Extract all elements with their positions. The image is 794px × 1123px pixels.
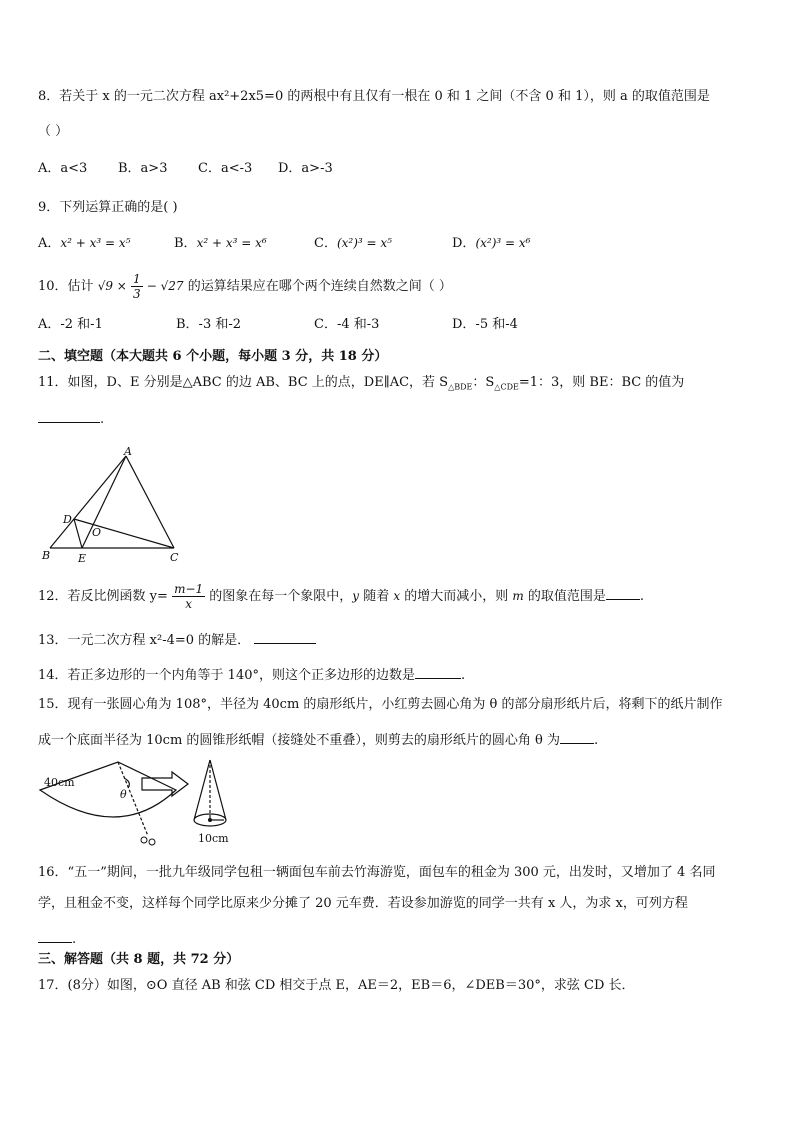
q14-line <box>38 664 465 685</box>
q10-prefix: 10．估计 <box>38 279 94 294</box>
q13-line <box>38 629 316 650</box>
q13-text: 13．一元二次方程 x²-4=0 的解是． <box>38 633 251 648</box>
q9-option-b <box>174 234 267 253</box>
q16-line3 <box>38 928 76 949</box>
q15-line2 <box>38 729 598 750</box>
q11-answer-blank <box>38 408 100 423</box>
q11-line1 <box>38 374 684 397</box>
q10-stem <box>38 272 452 301</box>
q14-end: . <box>461 668 466 683</box>
q15-sector-cone-figure <box>38 756 238 850</box>
q11-line2 <box>38 408 104 429</box>
q12-var-x: x <box>393 589 401 603</box>
q12-var-m: m <box>512 589 524 603</box>
q15-label-theta: θ <box>120 788 127 801</box>
q10-fraction <box>131 272 143 301</box>
q15-line1: 15．现有一张圆心角为 108°，半径为 40cm 的扇形纸片，小红剪去圆心角为 θ 的部分扇形纸片后，将剩下的纸片制作 <box>38 697 723 712</box>
q12-suffix-c: 的增大而减小，则 <box>400 589 513 604</box>
q13-answer-blank <box>254 629 316 644</box>
scissors-ring-1 <box>141 837 147 843</box>
q16-line1: 16．“五一”期间，一批九年级同学包租一辆面包车前去竹海游览，面包车的租金为 300 元，出发时，又增加了 4 名同 <box>38 865 716 880</box>
q8-option-b: B．a>3 <box>118 161 168 176</box>
q11-label-c: C <box>170 551 179 564</box>
q8-line1: 8．若关于 x 的一元二次方程 ax²+2x5=0 的两根中有且仅有一根在 0 和 1 之间（不含 0 和 1），则 a 的取值范围是 <box>38 89 710 104</box>
q12-suffix-b: 随着 <box>359 589 394 604</box>
q11-label-e: E <box>78 552 87 565</box>
q9-stem: 9．下列运算正确的是( ) <box>38 200 178 215</box>
q16-line2: 学，且租金不变，这样每个同学比原来少分摊了 20 元车费．若设参加游览的同学一共有 x 人，为求 x，可列方程 <box>38 896 688 911</box>
q12-var-y: y <box>352 589 360 603</box>
q12-frac-den: x <box>185 597 192 611</box>
q15-label-radius: 40cm <box>44 776 75 789</box>
q10-expr-a: √9 × <box>97 279 127 293</box>
q14-answer-blank <box>415 664 461 679</box>
q11-side-ac <box>126 456 174 548</box>
q9-option-a-label: A． <box>38 236 61 251</box>
q9-option-c-label: C． <box>314 236 337 251</box>
q11-text-a: 11．如图，D、E 分别是△ABC 的边 AB、BC 上的点，DE∥AC，若 S <box>38 375 449 390</box>
q12-suffix-a: 的图象在每一个象限中， <box>209 589 353 604</box>
q11-sub1: △BDE <box>448 382 473 392</box>
q11-label-a: A <box>124 446 132 458</box>
q12-answer-blank <box>606 585 640 600</box>
q16-end: . <box>72 932 77 947</box>
q10-frac-num: 1 <box>132 272 141 286</box>
q9-option-a <box>38 234 131 253</box>
q8-option-a: A．a<3 <box>38 161 88 176</box>
q10-option-d: D．-5 和-4 <box>452 317 518 332</box>
q11-end: . <box>100 412 105 427</box>
section2-heading: 二、填空题（本大题共 6 个小题，每小题 3 分，共 18 分） <box>38 349 388 364</box>
q10-expr-b: − √27 <box>146 279 184 293</box>
q11-sub2: △CDE <box>494 382 519 392</box>
q10-option-a: A．-2 和-1 <box>38 317 103 332</box>
q11-label-b: B <box>42 549 51 562</box>
q9-option-b-expr: x² + x³ = x⁶ <box>196 236 267 250</box>
q15-label-base: 10cm <box>198 832 229 845</box>
scissors-icon <box>141 837 155 845</box>
q11-label-d: D <box>63 513 72 526</box>
q15-answer-blank <box>560 729 594 744</box>
q9-option-d <box>452 234 530 253</box>
q14-text: 14．若正多边形的一个内角等于 140°，则这个正多边形的边数是 <box>38 668 415 683</box>
q10-frac-den: 3 <box>132 287 141 301</box>
q8-option-c: C．a<-3 <box>198 161 253 176</box>
q9-option-a-expr: x² + x³ = x⁵ <box>60 236 131 250</box>
q15-cone-center <box>208 818 212 822</box>
q11-text-b: =1：3，则 BE：BC 的值为 <box>518 375 685 390</box>
q12-frac-num: m−1 <box>174 582 204 596</box>
q12-suffix-d: 的取值范围是 <box>523 589 606 604</box>
q9-option-b-label: B． <box>174 236 197 251</box>
q8-option-d: D．a>-3 <box>278 161 333 176</box>
q17-line: 17．(8分）如图，⊙O 直径 AB 和弦 CD 相交于点 E，AE＝2，EB＝6，∠DEB＝30°，求弦 CD 长． <box>38 978 635 993</box>
section3-heading: 三、解答题（共 8 题，共 72 分） <box>38 952 240 967</box>
scissors-ring-2 <box>149 839 155 845</box>
q9-option-c <box>314 234 392 253</box>
q15-end: . <box>594 733 599 748</box>
q10-option-b: B．-3 和-2 <box>176 317 242 332</box>
q10-suffix: 的运算结果应在哪个两个连续自然数之间（ ） <box>187 279 452 294</box>
q11-segment-de <box>74 519 82 548</box>
q11-label-o: O <box>92 526 102 539</box>
q10-option-c: C．-4 和-3 <box>314 317 380 332</box>
q9-option-d-label: D． <box>452 236 476 251</box>
q12-prefix: 12．若反比例函数 y= <box>38 589 168 604</box>
q12-line <box>38 580 644 613</box>
q9-option-d-expr: (x²)³ = x⁶ <box>475 236 531 250</box>
q15-text: 成一个底面半径为 10cm 的圆锥形纸帽（接缝处不重叠），则剪去的扇形纸片的圆心角 θ 为 <box>38 733 561 748</box>
q15-arrow-icon <box>142 772 188 796</box>
q12-fraction <box>172 582 205 611</box>
q11-mid: ：S <box>472 375 495 390</box>
q16-answer-blank <box>38 928 72 943</box>
q11-triangle-figure <box>38 446 188 568</box>
q12-end: . <box>639 589 645 604</box>
q8-line2: （ ） <box>38 124 69 139</box>
q9-option-c-expr: (x²)³ = x⁵ <box>336 236 392 250</box>
